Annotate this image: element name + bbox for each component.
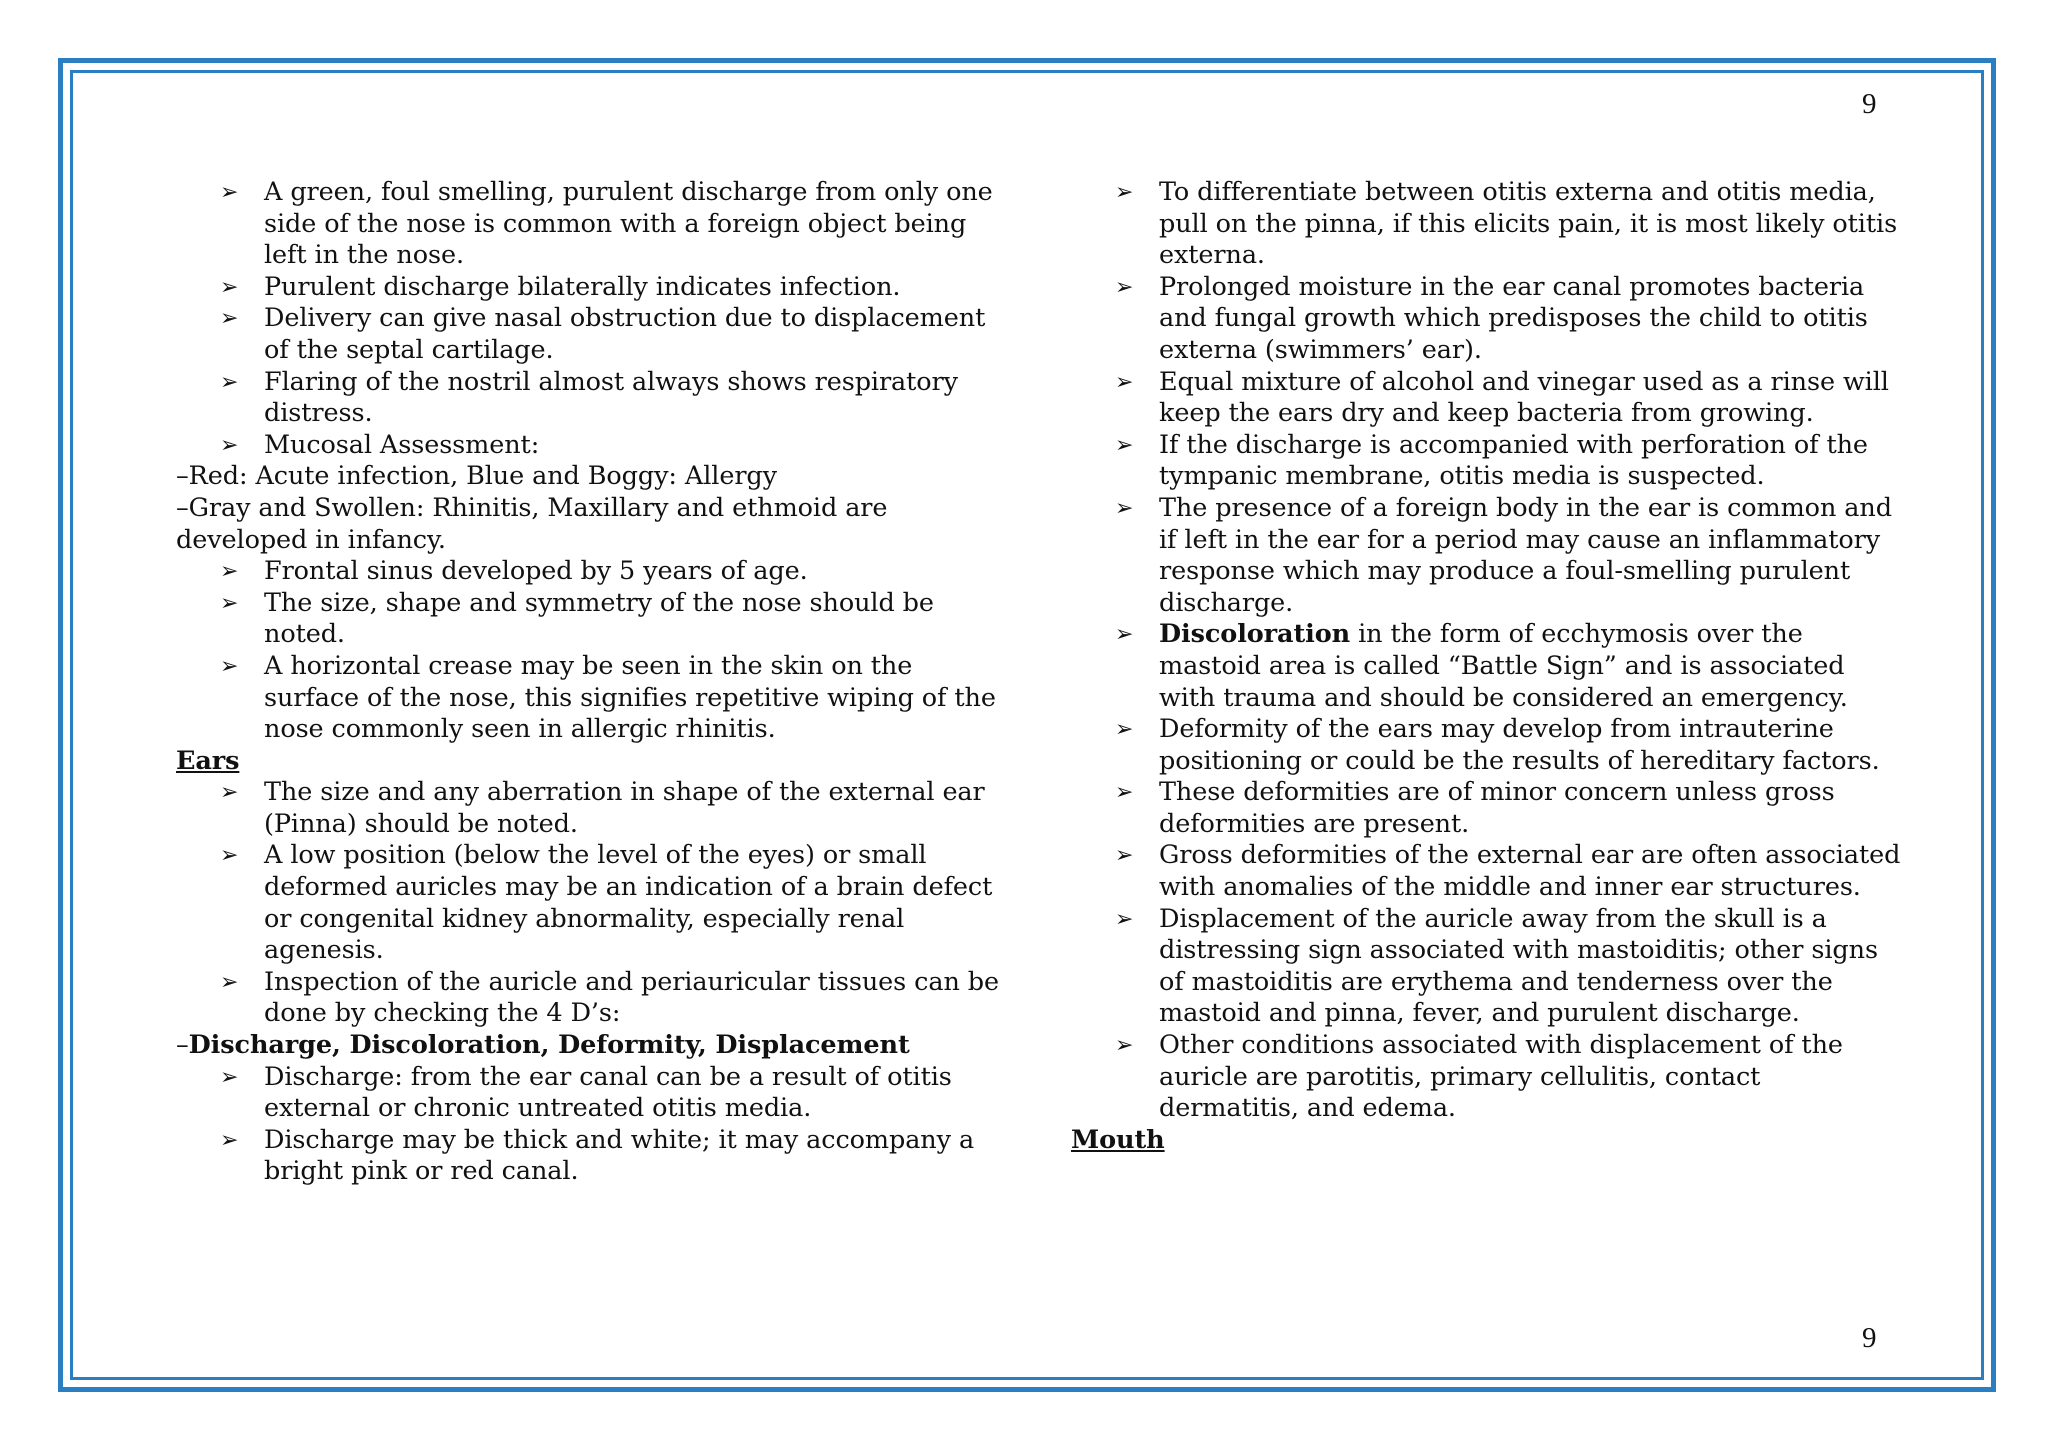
bullet-text: Gross deformities of the external ear are often associated with anomalies of the middle and inner ear structures.: [1159, 840, 1901, 903]
bullet-text: Flaring of the nostril almost always shows respiratory distress.: [264, 366, 958, 429]
arrow-bullet-icon: ➢: [1115, 495, 1134, 521]
bullet-text: Discharge may be thick and white; it may accompany a bright pink or red canal.: [264, 1124, 975, 1187]
arrow-bullet-icon: ➢: [220, 274, 239, 300]
bullet-item: [176, 303, 1006, 366]
bold-terms: Discharge, Discoloration, Deformity, Displacement: [188, 1030, 910, 1061]
bullet-text: If the discharge is accompanied with perforation of the tympanic membrane, otitis media is suspected.: [1159, 429, 1868, 492]
bullet-text: Deformity of the ears may develop from intrauterine positioning or could be the results of hereditary factors.: [1159, 714, 1880, 776]
arrow-bullet-icon: ➢: [1115, 369, 1134, 395]
bullet-text: The size and any aberration in shape of the external ear (Pinna) should be noted.: [264, 777, 985, 839]
bullet-item: [176, 272, 1006, 304]
arrow-bullet-icon: ➢: [1115, 432, 1134, 458]
bullet-item: [1071, 619, 1901, 714]
arrow-bullet-icon: ➢: [1115, 180, 1134, 205]
bullet-item: [1071, 272, 1901, 367]
arrow-bullet-icon: ➢: [220, 306, 239, 332]
bullet-text: in the form of ecchymosis over the mastoid area is called “Battle Sign” and is associated with trauma and should be considered an emergency.: [1159, 619, 1848, 713]
arrow-bullet-icon: ➢: [220, 590, 239, 616]
bullet-item: [176, 177, 1006, 272]
bullet-item: [176, 651, 1006, 746]
bullet-item: [176, 367, 1006, 430]
bullet-item: [1071, 430, 1901, 493]
dash-line: –Gray and Swollen: Rhinitis, Maxillary and ethmoid are developed in infancy.: [176, 492, 888, 555]
bullet-text: A green, foul smelling, purulent discharge from only one side of the nose is common with a foreign object being left in the nose.: [264, 177, 993, 271]
arrow-bullet-icon: ➢: [1115, 780, 1134, 806]
bullet-text: The presence of a foreign body in the ear is common and if left in the ear for a period may cause an inflammatory response which may produce a foul-smelling purulent discharge.: [1159, 492, 1892, 618]
bullet-item: [1071, 840, 1901, 903]
bullet-item: [1071, 367, 1901, 430]
page-number-bottom: 9: [1862, 1322, 1877, 1354]
bullet-text: These deformities are of minor concern unless gross deformities are present.: [1159, 777, 1835, 839]
bullet-item: [1071, 1030, 1901, 1125]
arrow-bullet-icon: ➢: [220, 432, 239, 458]
bullet-item: [1071, 177, 1901, 272]
section-heading: Ears: [176, 745, 240, 776]
right-column: [1071, 177, 1901, 1156]
arrow-bullet-icon: ➢: [220, 369, 239, 395]
arrow-bullet-icon: ➢: [220, 653, 239, 679]
dash-prefix: –: [176, 1030, 189, 1061]
arrow-bullet-icon: ➢: [220, 780, 239, 806]
left-column: [176, 177, 1006, 1188]
dash-line: –Red: Acute infection, Blue and Boggy: Allergy: [176, 461, 777, 492]
bullet-item: [176, 840, 1006, 966]
bullet-item: [176, 1125, 1006, 1188]
arrow-bullet-icon: ➢: [1115, 1033, 1134, 1059]
bullet-text: Delivery can give nasal obstruction due to displacement of the septal cartilage.: [264, 303, 986, 365]
bullet-text: A low position (below the level of the eyes) or small deformed auricles may be an indication of a brain defect or congenital kidney abnormality, especially renal agenesis.: [264, 840, 993, 966]
bullet-item: [176, 1062, 1006, 1125]
bullet-item: [176, 777, 1006, 840]
bullet-item: [1071, 777, 1901, 840]
bullet-item: [1071, 493, 1901, 619]
bullet-text: Prolonged moisture in the ear canal promotes bacteria and fungal growth which predisposes the child to otitis externa (swimmers’ ear).: [1159, 271, 1868, 365]
arrow-bullet-icon: ➢: [1115, 906, 1134, 932]
arrow-bullet-icon: ➢: [220, 559, 239, 585]
bullet-item: [1071, 714, 1901, 777]
arrow-bullet-icon: ➢: [1115, 843, 1134, 869]
bullet-text: Equal mixture of alcohol and vinegar used as a rinse will keep the ears dry and keep bacteria from growing.: [1159, 366, 1889, 429]
arrow-bullet-icon: ➢: [220, 1127, 239, 1153]
bullet-text: The size, shape and symmetry of the nose should be noted.: [264, 587, 934, 650]
arrow-bullet-icon: ➢: [220, 180, 239, 205]
arrow-bullet-icon: ➢: [1115, 274, 1134, 300]
bullet-text: Displacement of the auricle away from the skull is a distressing sign associated with mastoiditis; other signs of mastoiditis are erythema and tenderness over the mastoid and pinna, fever, and purulent discharge.: [1159, 903, 1878, 1029]
bullet-item: [176, 430, 1006, 462]
page-number-top: 9: [1862, 88, 1877, 120]
bullet-text: Mucosal Assessment:: [264, 429, 540, 460]
arrow-bullet-icon: ➢: [220, 1064, 239, 1090]
arrow-bullet-icon: ➢: [1115, 717, 1134, 743]
bullet-text: Other conditions associated with displacement of the auricle are parotitis, primary cellulitis, contact dermatitis, and edema.: [1159, 1030, 1843, 1124]
bullet-item: [176, 588, 1006, 651]
bullet-text: Discharge: from the ear canal can be a result of otitis external or chronic untreated otitis media.: [264, 1061, 952, 1124]
bullet-item: [1071, 904, 1901, 1030]
bullet-text: A horizontal crease may be seen in the skin on the surface of the nose, this signifies repetitive wiping of the nose commonly seen in allergic rhinitis.: [264, 650, 996, 745]
bullet-text: Frontal sinus developed by 5 years of age.: [264, 556, 808, 587]
arrow-bullet-icon: ➢: [220, 969, 239, 995]
dash-line: [176, 1030, 1006, 1062]
bold-term: Discoloration: [1159, 619, 1351, 650]
arrow-bullet-icon: ➢: [220, 843, 239, 869]
bullet-item: [176, 556, 1006, 588]
section-heading: Mouth: [1071, 1124, 1165, 1155]
arrow-bullet-icon: ➢: [1115, 622, 1134, 648]
bullet-text: To differentiate between otitis externa and otitis media, pull on the pinna, if this elicits pain, it is most likely otitis externa.: [1159, 177, 1898, 271]
bullet-item: [176, 967, 1006, 1030]
bullet-text: Inspection of the auricle and periauricular tissues can be done by checking the 4 D’s:: [264, 966, 999, 1029]
bullet-text: Purulent discharge bilaterally indicates infection.: [264, 271, 901, 302]
